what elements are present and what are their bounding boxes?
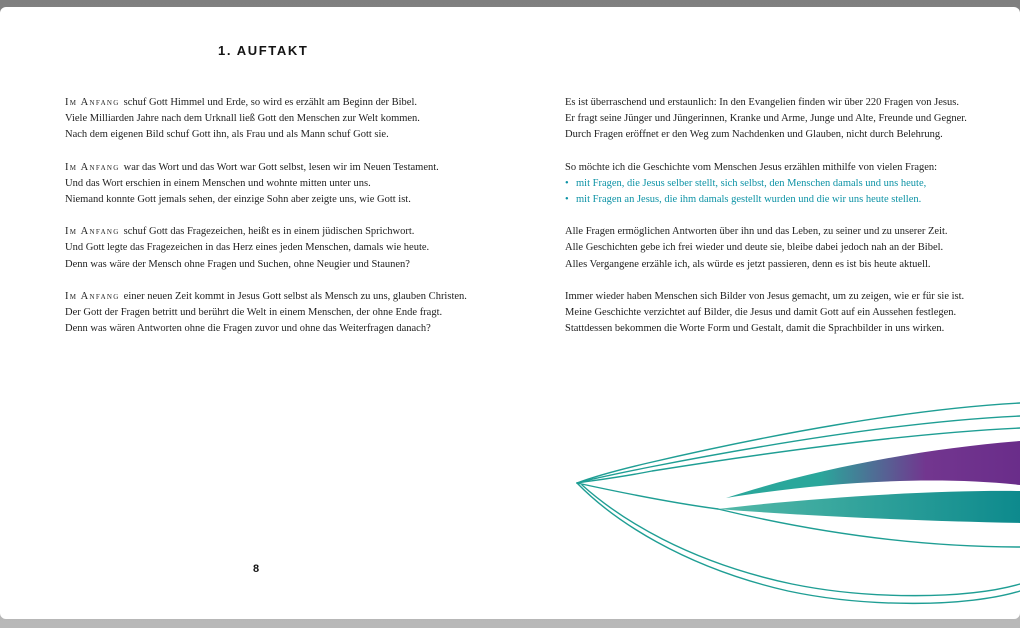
right-text-column: [565, 95, 1015, 353]
paragraph: [565, 95, 1015, 144]
line-rest: schuf Gott Himmel und Erde, so wird es erzählt am Beginn der Bibel.: [123, 97, 418, 108]
paragraph: [65, 160, 515, 209]
text-line: Der Gott der Fragen betritt und berührt die Welt in einem Menschen, der ohne Ende fragt.: [65, 307, 443, 319]
bullet-icon: •: [565, 194, 569, 206]
text-line: So möchte ich die Geschichte vom Menschen Jesus erzählen mithilfe von vielen Fragen:: [565, 161, 938, 173]
line-rest: einer neuen Zeit kommt in Jesus Gott selbst als Mensch zu uns, glauben Christen.: [123, 290, 467, 302]
text-line: [65, 95, 515, 111]
paragraph: [565, 224, 1015, 273]
text-line: Meine Geschichte verzichtet auf Bilder, die Jesus und damit Gott auf ein Aussehen festlegen.: [565, 307, 957, 319]
text-line: Alle Fragen ermöglichen Antworten über ihn und das Leben, zu seiner und zu unserer Zeit.: [565, 226, 948, 238]
bullet-item: [565, 192, 1015, 208]
text-line: Niemand konnte Gott jemals sehen, der einzige Sohn aber zeigte uns, wie Gott ist.: [65, 194, 411, 206]
book-page: [0, 7, 1020, 619]
bullet-icon: •: [565, 177, 569, 189]
boat-illustration: [568, 395, 1020, 617]
paragraph: [65, 289, 515, 338]
boat-purple-band: [726, 441, 1020, 498]
lead-smallcaps: Im Anfang: [65, 226, 120, 238]
boat-bow-line: [577, 483, 718, 509]
text-line: Immer wieder haben Menschen sich Bilder von Jesus gemacht, um zu zeigen, wie er für sie ist.: [565, 290, 965, 302]
bullet-text: mit Fragen, die Jesus selber stellt, sich selbst, den Menschen damals und uns heute,: [576, 177, 927, 189]
text-line: Und das Wort erschien in einem Menschen und wohnte mitten unter uns.: [65, 177, 371, 189]
text-line: Er fragt seine Jünger und Jüngerinnen, Kranke und Arme, Junge und Alte, Freunde und Gegner.: [565, 113, 967, 125]
paragraph: [65, 224, 515, 273]
boat-teal-band: [718, 491, 1020, 523]
text-line: Denn was wären Antworten ohne die Fragen zuvor und ohne das Weiterfragen danach?: [65, 323, 431, 335]
bullet-text: mit Fragen an Jesus, die ihm damals gestellt wurden und die wir uns heute stellen.: [576, 194, 922, 206]
text-line: [65, 224, 515, 240]
text-line: [65, 160, 515, 176]
chapter-title: 1. AUFTAKT: [218, 43, 309, 58]
text-line: Viele Milliarden Jahre nach dem Urknall ließ Gott den Menschen zur Welt kommen.: [65, 113, 420, 125]
text-line: Es ist überraschend und erstaunlich: In den Evangelien finden wir über 220 Fragen von Jesus.: [565, 97, 959, 108]
lead-smallcaps: Im Anfang: [65, 97, 120, 108]
paragraph: [565, 289, 1015, 338]
paragraph: [65, 95, 515, 144]
text-line: Alle Geschichten gebe ich frei wieder und deute sie, bleibe dabei jedoch nah an der Bibel.: [565, 242, 944, 254]
paragraph: [565, 160, 1015, 209]
lead-smallcaps: Im Anfang: [65, 161, 120, 173]
line-rest: war das Wort und das Wort war Gott selbst, lesen wir im Neuen Testament.: [123, 161, 439, 173]
line-rest: schuf Gott das Fragezeichen, heißt es in einem jüdischen Sprichwort.: [123, 226, 415, 238]
page-number: 8: [253, 563, 260, 575]
bullet-item: [565, 176, 1015, 192]
text-line: Alles Vergangene erzähle ich, als würde es jetzt passieren, denn es ist bis heute aktuell.: [565, 258, 931, 270]
text-line: Durch Fragen eröffnet er den Weg zum Nachdenken und Glauben, nicht durch Belehrung.: [565, 129, 943, 141]
left-text-column: [65, 95, 515, 353]
text-line: Stattdessen bekommen die Worte Form und Gestalt, damit die Sprachbilder in uns wirken.: [565, 323, 945, 335]
lead-smallcaps: Im Anfang: [65, 290, 120, 302]
text-line: Und Gott legte das Fragezeichen in das Herz eines jeden Menschen, damals wie heute.: [65, 242, 430, 254]
text-line: Nach dem eigenen Bild schuf Gott ihn, als Frau und als Mann schuf Gott sie.: [65, 129, 389, 141]
text-line: Denn was wäre der Mensch ohne Fragen und Suchen, ohne Neugier und Staunen?: [65, 258, 410, 270]
text-line: [65, 289, 515, 305]
